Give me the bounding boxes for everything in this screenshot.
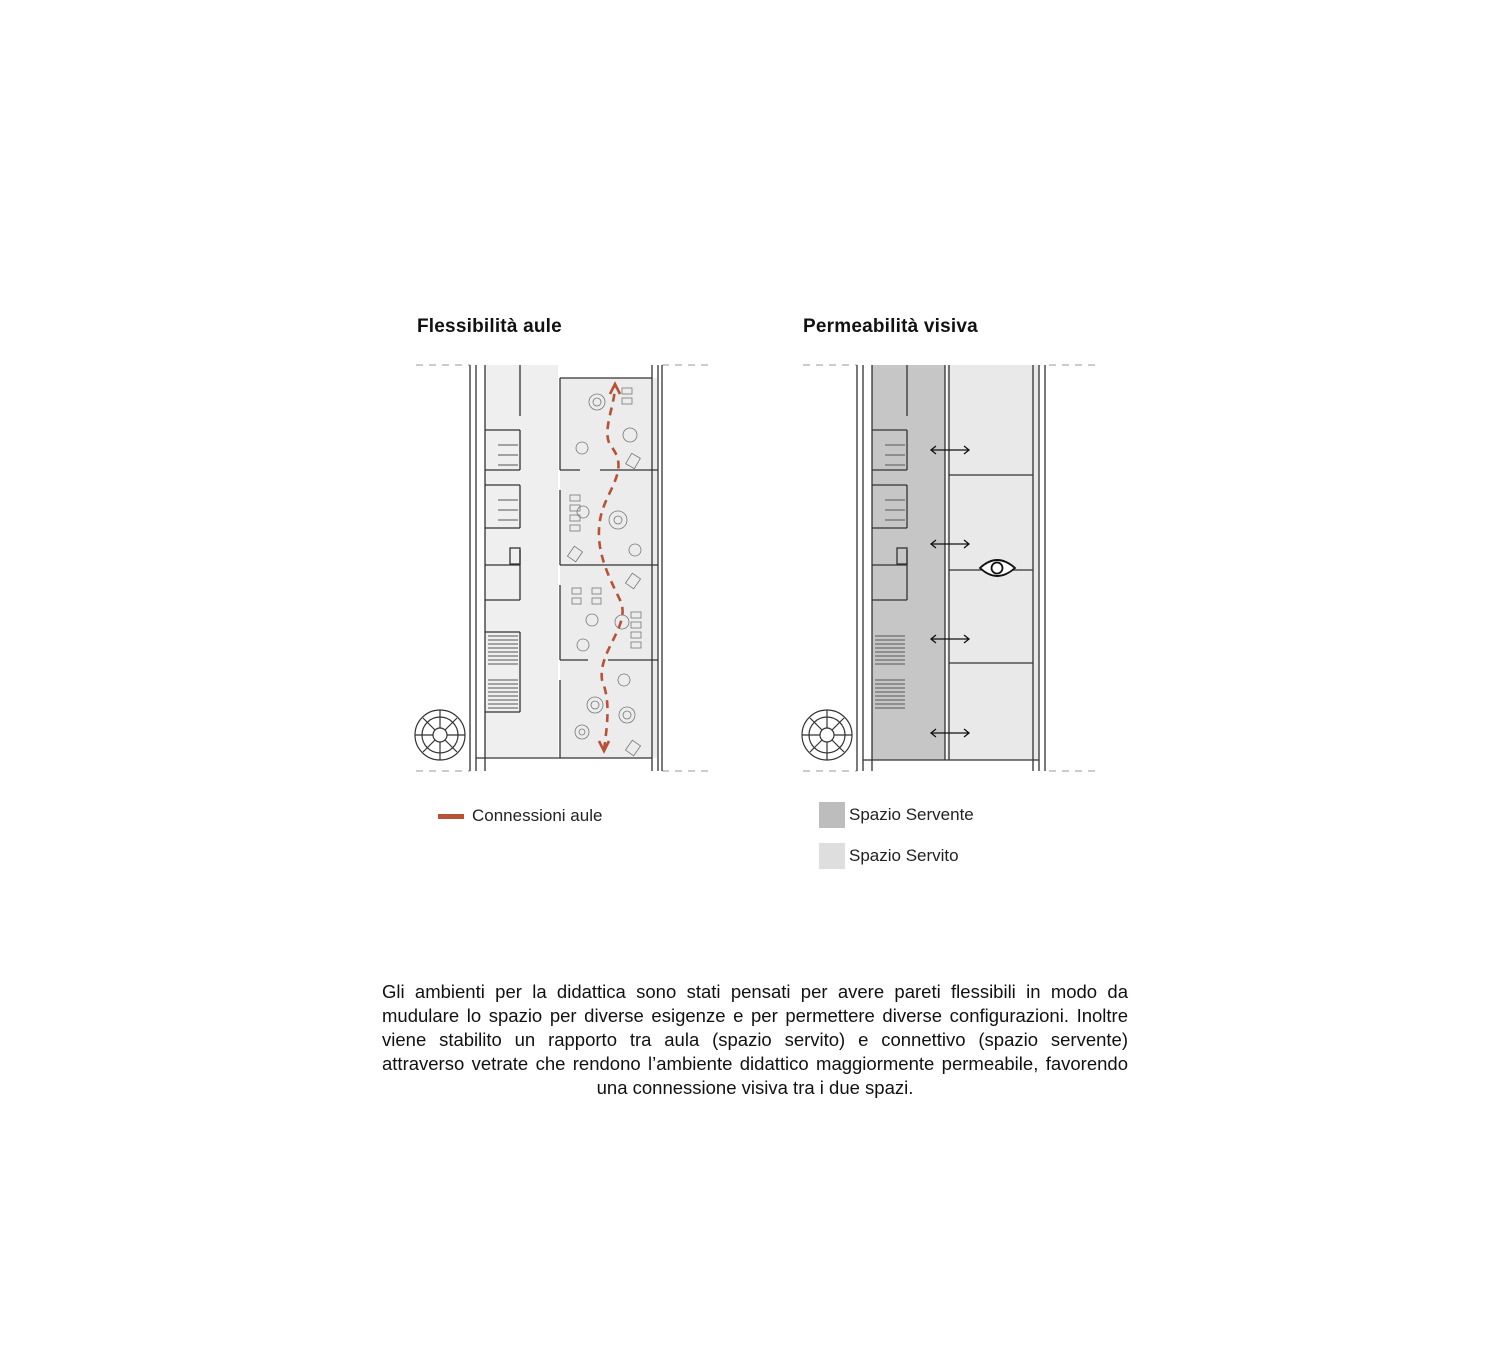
floor-plan-permeabilita (797, 350, 1107, 790)
legend-item-servito (819, 843, 974, 869)
legend-swatch-servente (819, 802, 845, 828)
legend-flessibilita (438, 806, 602, 826)
legend-line-swatch (438, 814, 464, 819)
legend-label: Spazio Servito (849, 846, 959, 865)
legend-item-servente (819, 802, 974, 828)
spiral-stair-icon (802, 710, 852, 760)
legend-label: Spazio Servente (849, 805, 974, 824)
spazio-servente-area (872, 365, 945, 760)
legend-item-connessioni (438, 806, 602, 826)
floor-plan-flessibilita (410, 350, 720, 790)
spiral-stair-icon (415, 710, 465, 760)
caption-text: Gli ambienti per la didattica sono stati pensati per avere pareti flessibili in modo da mudulare lo spazio per diverse esigenze e per permettere diverse configurazioni. Inoltre viene stabilito un rapporto tra aula (spazio servito) e connettivo (spazio servente) attraverso vetrate che rendono l’ambiente didattico maggiormente permeabile, favorendo una connessione visiva tra i due spazi. (382, 981, 1128, 1098)
legend-label: Connessioni aule (472, 806, 603, 825)
legend-permeabilita (819, 802, 974, 884)
diagram-title-permeabilita: Permeabilità visiva (803, 316, 978, 337)
corridor-area (485, 365, 558, 757)
diagram-title-flessibilita: Flessibilità aule (417, 316, 562, 337)
legend-swatch-servito (819, 843, 845, 869)
